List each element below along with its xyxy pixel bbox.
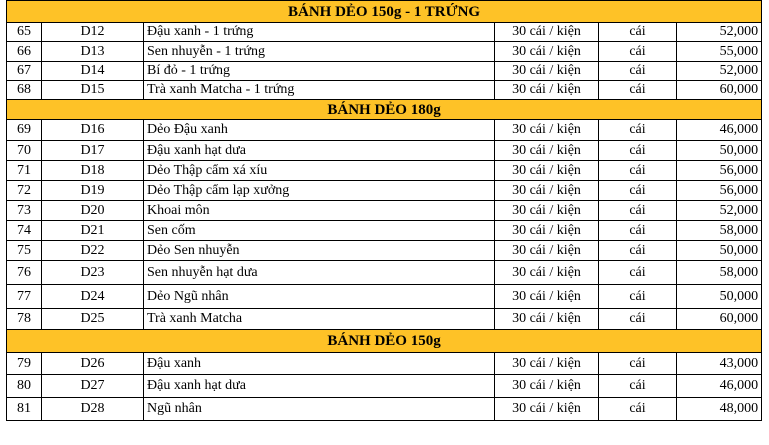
row-number-cell: 81 bbox=[7, 398, 42, 421]
product-code-cell: D21 bbox=[42, 221, 144, 241]
pack-size-cell: 30 cái / kiện bbox=[495, 201, 599, 221]
price-cell: 50,000 bbox=[677, 141, 762, 161]
product-code-cell: D20 bbox=[42, 201, 144, 221]
product-code-cell: D28 bbox=[42, 398, 144, 421]
unit-cell: cái bbox=[599, 23, 677, 42]
price-cell: 55,000 bbox=[677, 42, 762, 62]
unit-cell: cái bbox=[599, 161, 677, 181]
unit-cell: cái bbox=[599, 141, 677, 161]
row-number-cell: 73 bbox=[7, 201, 42, 221]
unit-cell: cái bbox=[599, 181, 677, 201]
table-row bbox=[7, 375, 762, 398]
table-row bbox=[7, 141, 762, 161]
row-number-cell: 75 bbox=[7, 241, 42, 261]
section-header-row bbox=[7, 100, 762, 120]
pack-size-cell: 30 cái / kiện bbox=[495, 120, 599, 141]
product-name-cell: Khoai môn bbox=[144, 201, 495, 221]
price-cell: 50,000 bbox=[677, 285, 762, 309]
row-number-cell: 67 bbox=[7, 62, 42, 81]
price-cell: 58,000 bbox=[677, 221, 762, 241]
row-number-cell: 69 bbox=[7, 120, 42, 141]
row-number-cell: 76 bbox=[7, 261, 42, 285]
product-code-cell: D14 bbox=[42, 62, 144, 81]
table-row bbox=[7, 398, 762, 421]
table-row bbox=[7, 241, 762, 261]
price-cell: 46,000 bbox=[677, 375, 762, 398]
product-code-cell: D26 bbox=[42, 353, 144, 375]
pack-size-cell: 30 cái / kiện bbox=[495, 221, 599, 241]
price-cell: 56,000 bbox=[677, 161, 762, 181]
unit-cell: cái bbox=[599, 241, 677, 261]
product-code-cell: D25 bbox=[42, 309, 144, 330]
section-header-row bbox=[7, 330, 762, 353]
price-cell: 60,000 bbox=[677, 309, 762, 330]
row-number-cell: 74 bbox=[7, 221, 42, 241]
pack-size-cell: 30 cái / kiện bbox=[495, 42, 599, 62]
pack-size-cell: 30 cái / kiện bbox=[495, 309, 599, 330]
unit-cell: cái bbox=[599, 42, 677, 62]
product-code-cell: D15 bbox=[42, 81, 144, 100]
table-row bbox=[7, 120, 762, 141]
unit-cell: cái bbox=[599, 353, 677, 375]
product-name-cell: Dẻo Thập cẩm lạp xưởng bbox=[144, 181, 495, 201]
row-number-cell: 79 bbox=[7, 353, 42, 375]
product-code-cell: D17 bbox=[42, 141, 144, 161]
table-row bbox=[7, 353, 762, 375]
section-header-row bbox=[7, 1, 762, 23]
unit-cell: cái bbox=[599, 120, 677, 141]
pack-size-cell: 30 cái / kiện bbox=[495, 241, 599, 261]
unit-cell: cái bbox=[599, 81, 677, 100]
product-code-cell: D27 bbox=[42, 375, 144, 398]
pack-size-cell: 30 cái / kiện bbox=[495, 285, 599, 309]
pack-size-cell: 30 cái / kiện bbox=[495, 375, 599, 398]
table-row bbox=[7, 42, 762, 62]
pack-size-cell: 30 cái / kiện bbox=[495, 23, 599, 42]
product-name-cell: Dẻo Đậu xanh bbox=[144, 120, 495, 141]
product-name-cell: Sen nhuyễn - 1 trứng bbox=[144, 42, 495, 62]
table-row bbox=[7, 221, 762, 241]
pack-size-cell: 30 cái / kiện bbox=[495, 353, 599, 375]
row-number-cell: 72 bbox=[7, 181, 42, 201]
product-code-cell: D12 bbox=[42, 23, 144, 42]
unit-cell: cái bbox=[599, 309, 677, 330]
product-name-cell: Dẻo Sen nhuyễn bbox=[144, 241, 495, 261]
table-row bbox=[7, 309, 762, 330]
price-cell: 52,000 bbox=[677, 62, 762, 81]
product-name-cell: Dẻo Thập cẩm xá xíu bbox=[144, 161, 495, 181]
product-code-cell: D22 bbox=[42, 241, 144, 261]
product-name-cell: Sen cốm bbox=[144, 221, 495, 241]
product-name-cell: Đậu xanh - 1 trứng bbox=[144, 23, 495, 42]
price-cell: 56,000 bbox=[677, 181, 762, 201]
row-number-cell: 80 bbox=[7, 375, 42, 398]
product-name-cell: Ngũ nhân bbox=[144, 398, 495, 421]
product-name-cell: Đậu xanh hạt dưa bbox=[144, 375, 495, 398]
price-cell: 52,000 bbox=[677, 23, 762, 42]
product-name-cell: Trà xanh Matcha bbox=[144, 309, 495, 330]
price-cell: 50,000 bbox=[677, 241, 762, 261]
product-name-cell: Đậu xanh hạt dưa bbox=[144, 141, 495, 161]
pack-size-cell: 30 cái / kiện bbox=[495, 181, 599, 201]
section-title: BÁNH DẺO 150g - 1 TRỨNG bbox=[7, 1, 762, 23]
unit-cell: cái bbox=[599, 375, 677, 398]
price-cell: 48,000 bbox=[677, 398, 762, 421]
row-number-cell: 78 bbox=[7, 309, 42, 330]
price-cell: 43,000 bbox=[677, 353, 762, 375]
price-list-table bbox=[6, 0, 762, 421]
row-number-cell: 68 bbox=[7, 81, 42, 100]
row-number-cell: 71 bbox=[7, 161, 42, 181]
unit-cell: cái bbox=[599, 62, 677, 81]
product-code-cell: D13 bbox=[42, 42, 144, 62]
price-cell: 58,000 bbox=[677, 261, 762, 285]
pack-size-cell: 30 cái / kiện bbox=[495, 62, 599, 81]
unit-cell: cái bbox=[599, 201, 677, 221]
table-row bbox=[7, 285, 762, 309]
pack-size-cell: 30 cái / kiện bbox=[495, 261, 599, 285]
pack-size-cell: 30 cái / kiện bbox=[495, 81, 599, 100]
section-title: BÁNH DẺO 180g bbox=[7, 100, 762, 120]
table-row bbox=[7, 181, 762, 201]
table-row bbox=[7, 23, 762, 42]
price-cell: 60,000 bbox=[677, 81, 762, 100]
table-row bbox=[7, 201, 762, 221]
pack-size-cell: 30 cái / kiện bbox=[495, 141, 599, 161]
table-row bbox=[7, 261, 762, 285]
table-row bbox=[7, 62, 762, 81]
section-title: BÁNH DẺO 150g bbox=[7, 330, 762, 353]
unit-cell: cái bbox=[599, 221, 677, 241]
price-list-body bbox=[7, 1, 762, 421]
row-number-cell: 66 bbox=[7, 42, 42, 62]
product-code-cell: D16 bbox=[42, 120, 144, 141]
price-cell: 52,000 bbox=[677, 201, 762, 221]
product-code-cell: D23 bbox=[42, 261, 144, 285]
table-row bbox=[7, 161, 762, 181]
unit-cell: cái bbox=[599, 285, 677, 309]
product-code-cell: D19 bbox=[42, 181, 144, 201]
row-number-cell: 77 bbox=[7, 285, 42, 309]
product-name-cell: Dẻo Ngũ nhân bbox=[144, 285, 495, 309]
unit-cell: cái bbox=[599, 398, 677, 421]
row-number-cell: 70 bbox=[7, 141, 42, 161]
unit-cell: cái bbox=[599, 261, 677, 285]
product-code-cell: D18 bbox=[42, 161, 144, 181]
product-name-cell: Bí đỏ - 1 trứng bbox=[144, 62, 495, 81]
pack-size-cell: 30 cái / kiện bbox=[495, 398, 599, 421]
pack-size-cell: 30 cái / kiện bbox=[495, 161, 599, 181]
table-row bbox=[7, 81, 762, 100]
row-number-cell: 65 bbox=[7, 23, 42, 42]
product-name-cell: Đậu xanh bbox=[144, 353, 495, 375]
product-name-cell: Trà xanh Matcha - 1 trứng bbox=[144, 81, 495, 100]
price-cell: 46,000 bbox=[677, 120, 762, 141]
product-code-cell: D24 bbox=[42, 285, 144, 309]
product-name-cell: Sen nhuyễn hạt dưa bbox=[144, 261, 495, 285]
